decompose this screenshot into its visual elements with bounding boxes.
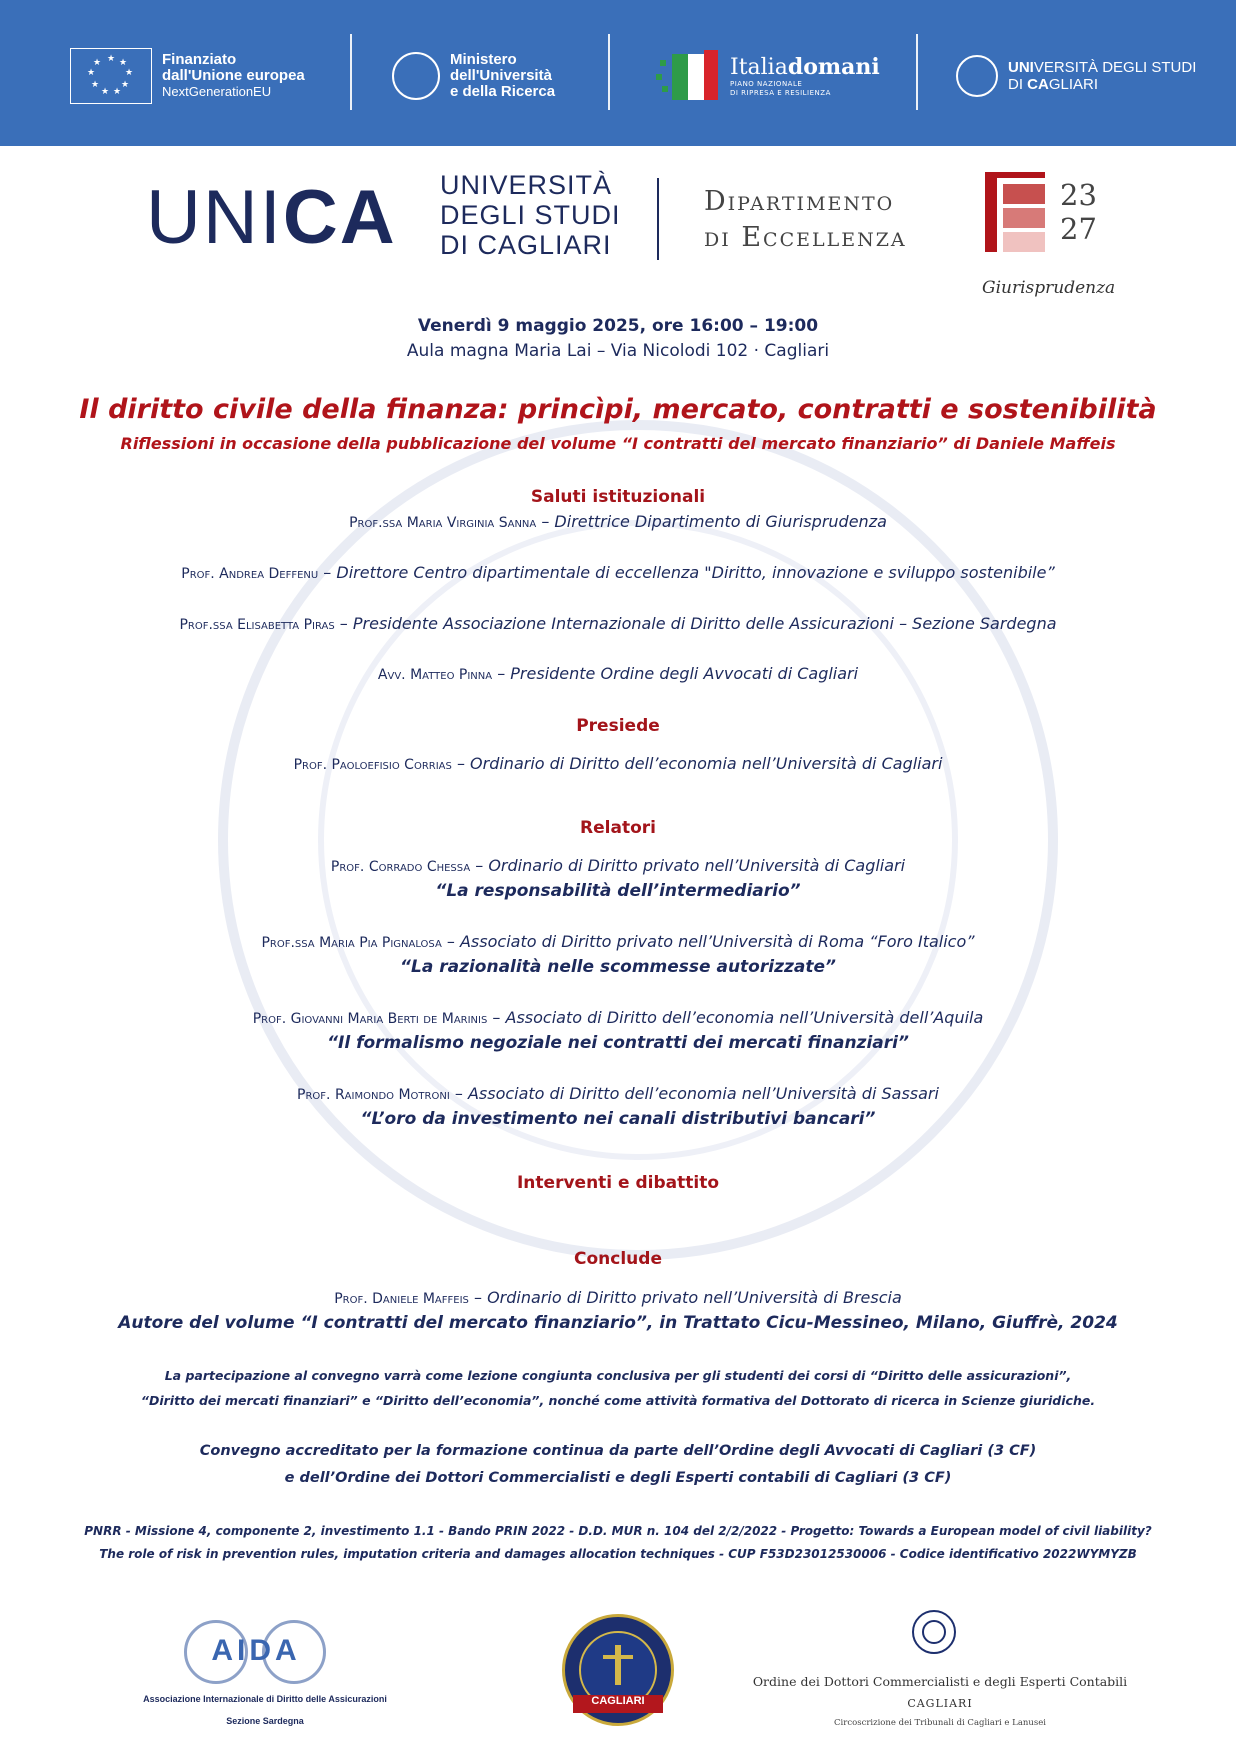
event-datetime: Venerdì 9 maggio 2025, ore 16:00 – 19:00 <box>417 316 819 336</box>
talk-title: “La razionalità nelle scommesse autorizzate” <box>400 957 836 977</box>
odcec-logo-icon <box>912 1610 956 1654</box>
aida-section: Sezione Sardegna <box>226 1716 304 1726</box>
participation-note: “Diritto dei mercati finanziari” e “Diritto dell’economia”, nonché come attività formativa del Dottorato di ricerca in Scienze giuridiche. <box>140 1393 1096 1408</box>
aida-name: Associazione Internazionale di Diritto delle Assicurazioni <box>143 1694 387 1704</box>
closing-book: Autore del volume “I contratti del mercato finanziario”, in Trattato Cicu-Messineo, Milano, Giuffrè, 2024 <box>118 1313 1118 1333</box>
university-seal-watermark <box>218 420 1058 1260</box>
accreditation-note: Convegno accreditato per la formazione continua da parte dell’Ordine degli Avvocati di Cagliari (3 CF) <box>199 1443 1037 1459</box>
eu-flag-icon: ★ ★ ★ ★ ★ ★ ★ ★ ★ <box>70 48 152 104</box>
section-saluti: Saluti istituzionali <box>530 487 706 507</box>
italian-emblem-icon <box>392 52 440 100</box>
ordine-avvocati-logo: CAGLIARI <box>562 1614 674 1726</box>
university-name: UNIVERSITÀ DEGLI STUDI DI CAGLIARI <box>440 170 621 260</box>
talk-title: “Il formalismo negoziale nei contratti dei mercati finanziari” <box>327 1033 909 1053</box>
italiadomani-logo <box>654 44 880 108</box>
mur-logo <box>392 44 555 108</box>
participation-note: La partecipazione al convegno varrà come lezione congiunta conclusiva per gli studenti dei corsi di “Diritto delle assicurazioni”, <box>164 1368 1072 1383</box>
speaker-line: Prof.ssa Maria Pia Pignalosa – Associato di Diritto privato nell’Università di Roma “Foro Italico” <box>261 932 975 951</box>
mur-line1: Ministero <box>450 51 517 68</box>
talk-title: “La responsabilità dell’intermediario” <box>435 881 801 901</box>
scales-icon <box>615 1645 621 1685</box>
italiadomani-title: Italiadomani <box>730 54 880 80</box>
section-conclude: Conclude <box>574 1249 662 1269</box>
speaker-line: Prof.ssa Maria Virginia Sanna – Direttrice Dipartimento di Giurisprudenza <box>349 512 887 531</box>
section-relatori: Relatori <box>580 818 656 838</box>
mur-line3: e della Ricerca <box>450 83 556 100</box>
event-title: Il diritto civile della finanza: princìpi, mercato, contratti e sostenibilità <box>79 394 1157 425</box>
italiadomani-sub1: PIANO NAZIONALE <box>730 80 803 88</box>
closing-speaker: Prof. Daniele Maffeis – Ordinario di Diritto privato nell’Università di Brescia <box>334 1288 902 1307</box>
italiadomani-mark-icon <box>654 44 722 108</box>
university-seal-icon <box>956 55 998 97</box>
pnrr-note: PNRR - Missione 4, componente 2, investimento 1.1 - Bando PRIN 2022 - D.D. MUR n. 104 del 2/2/2022 - Progetto: Towards a European model of civil liability? <box>84 1524 1152 1538</box>
speaker-line: Avv. Matteo Pinna – Presidente Ordine degli Avvocati di Cagliari <box>377 664 859 683</box>
speaker-line: Prof. Giovanni Maria Berti de Marinis – Associato di Diritto dell’economia nell’Università dell’Aquila <box>252 1008 984 1027</box>
eu-line3: NextGenerationEU <box>162 84 272 99</box>
chair-line: Prof. Paoloefisio Corrias – Ordinario di Diritto dell’economia nell’Università di Cagliari <box>293 754 943 773</box>
eu-line2: dall'Unione europea <box>162 67 305 84</box>
accreditation-note: e dell’Ordine dei Dottori Commercialisti e degli Esperti contabili di Cagliari (3 CF) <box>284 1470 952 1486</box>
italiadomani-sub2: DI RIPRESA E RESILIENZA <box>730 89 831 97</box>
event-subtitle: Riflessioni in occasione della pubblicazione del volume “I contratti del mercato finanziario” di Daniele Maffeis <box>120 434 1116 453</box>
section-interventi: Interventi e dibattito <box>516 1173 720 1193</box>
banner-divider <box>608 34 610 110</box>
excellence-years: 23 27 <box>1060 178 1097 246</box>
header-divider <box>657 178 659 260</box>
speaker-line: Prof. Andrea Deffenu – Direttore Centro dipartimentale di eccellenza "Diritto, innovazione e sviluppo sostenibile” <box>181 563 1055 582</box>
odcec-city: CAGLIARI <box>907 1697 973 1710</box>
pnrr-note: The role of risk in prevention rules, imputation criteria and damages allocation techniques - CUP F53D23012530006 - Codice identificativo 2022WYMYZB <box>99 1547 1137 1561</box>
speaker-line: Prof. Raimondo Motroni – Associato di Diritto dell’economia nell’Università di Sassari <box>297 1084 939 1103</box>
eu-funding-logo <box>70 44 305 108</box>
department-of-excellence: Dipartimento di Eccellenza <box>704 186 907 253</box>
funding-banner <box>0 0 1236 146</box>
event-place: Aula magna Maria Lai – Via Nicolodi 102 · Cagliari <box>406 341 830 361</box>
unica-small-logo <box>956 44 1196 108</box>
speaker-line: Prof. Corrado Chessa – Ordinario di Diritto privato nell’Università di Cagliari <box>330 856 906 875</box>
odcec-name: Ordine dei Dottori Commercialisti e degli Esperti Contabili <box>752 1674 1128 1689</box>
banner-divider <box>350 34 352 110</box>
talk-title: “L’oro da investimento nei canali distributivi bancari” <box>360 1109 876 1129</box>
odcec-district: Circoscrizione dei Tribunali di Cagliari e Lanusei <box>834 1718 1046 1728</box>
unica-logo: UNICA <box>146 175 397 260</box>
section-presiede: Presiede <box>576 716 660 736</box>
unica-small-line2: DI CAGLIARI <box>1008 76 1099 93</box>
speaker-line: Prof.ssa Elisabetta Piras – Presidente Associazione Internazionale di Diritto delle Assicurazioni – Sezione Sardegna <box>179 614 1057 633</box>
unica-small-line1: UNIVERSITÀ DEGLI STUDI <box>1008 59 1197 76</box>
aida-logo: AIDA <box>184 1616 326 1688</box>
eu-line1: Finanziato <box>162 51 237 68</box>
department-name: Giurisprudenza <box>982 278 1116 298</box>
excellence-mark-icon <box>985 172 1045 252</box>
banner-divider <box>916 34 918 110</box>
mur-line2: dell'Università <box>450 67 552 84</box>
